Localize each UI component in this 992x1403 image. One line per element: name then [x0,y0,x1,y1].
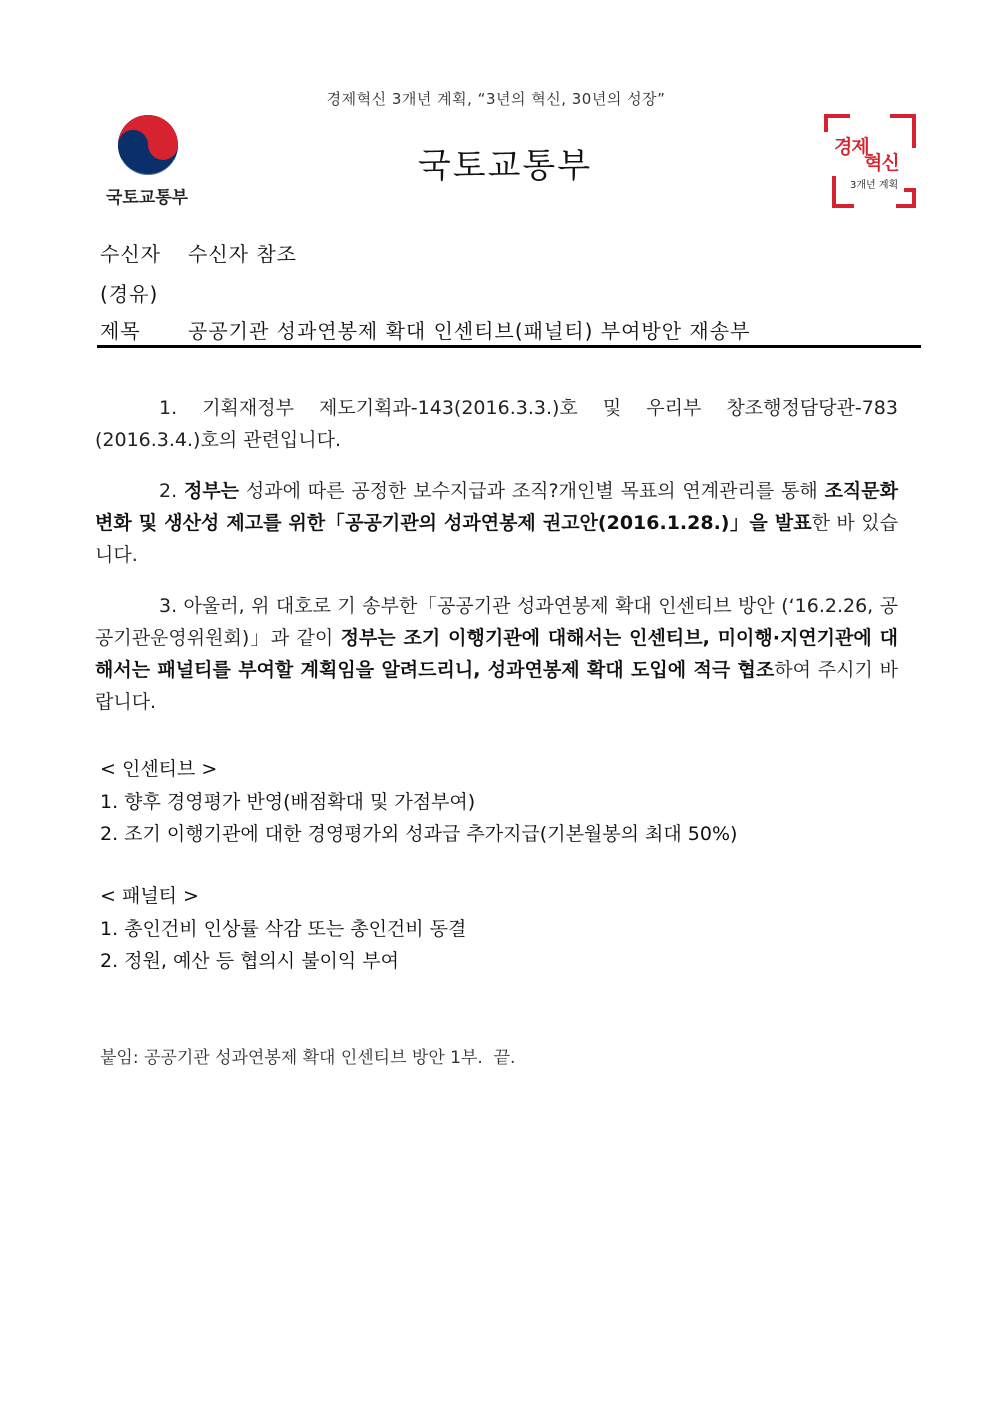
recipient-row [0,238,992,266]
ministry-title: 국토교통부 [417,146,593,186]
recipient-value: 수신자 참조 [188,242,297,266]
ministry-logo-label: 국토교통부 [105,188,189,208]
recipient-label: 수신자 [100,242,161,266]
paragraph-3 [95,590,898,718]
p2-bold-1: 정부는 [183,480,240,502]
incentive-item: 1. 향후 경영평가 반영(배점확대 및 가점부여) [100,791,476,813]
penalty-heading: < 패널티 > [100,885,199,907]
subject-row [0,315,992,343]
paragraph-2 [95,475,898,571]
penalty-item: 1. 총인건비 인상률 삭감 또는 총인건비 동결 [100,918,467,940]
logo-subtitle: 3개년 계획 [850,180,899,191]
economic-innovation-logo [824,114,918,208]
p2-text-3: 한 바 있습니다. [95,512,898,566]
logo-word-1: 경제 [834,136,869,158]
subject-label: 제목 [100,319,141,343]
slogan: 경제혁신 3개년 계획, “3년의 혁신, 30년의 성장” [326,90,666,108]
p3-bold-1: 정부는 조기 이행기관에 대해서는 인센티브, 미이행·지연기관에 대해서는 패널티를 부여할 계획임을 알려드리니, 성과연봉제 확대 도입에 적극 협조 [95,627,898,681]
p2-bold-2: 조직문화 변화 및 생산성 제고를 위한「공공기관의 성과연봉제 권고안(2016.1.28.)」을 발표 [95,480,898,534]
via-row [0,278,992,306]
p2-number: 2. [159,480,184,502]
p3-text-2: 하여 주시기 바랍니다. [95,659,898,713]
logo-word-2: 혁신 [864,152,899,174]
incentive-heading: < 인센티브 > [100,758,218,780]
attachment-note: 붙임: 공공기관 성과연봉제 확대 인센티브 방안 1부. 끝. [100,1048,516,1068]
p2-text-2: 성과에 따른 공정한 보수지급과 조직?개인별 목표의 연계관리를 통해 [239,480,825,502]
incentive-item: 2. 조기 이행기관에 대한 경영평가외 성과급 추가지급(기본월봉의 최대 50%) [100,823,738,845]
p3-text-1: 3. 아울러, 위 대호로 기 송부한「공공기관 성과연봉제 확대 인센티브 방안 (‘16.2.26, 공공기관운영위원회)」과 같이 [95,595,898,649]
penalty-item: 2. 정원, 예산 등 협의시 불이익 부여 [100,950,400,972]
via-label: (경유) [100,282,159,306]
subject-value: 공공기관 성과연봉제 확대 인센티브(패널티) 부여방안 재송부 [188,319,751,343]
paragraph-1: 1. 기획재정부 제도기획과-143(2016.3.3.)호 및 우리부 창조행정담당관-783 (2016.3.4.)호의 관련입니다. [95,397,898,451]
header-divider [97,345,921,348]
